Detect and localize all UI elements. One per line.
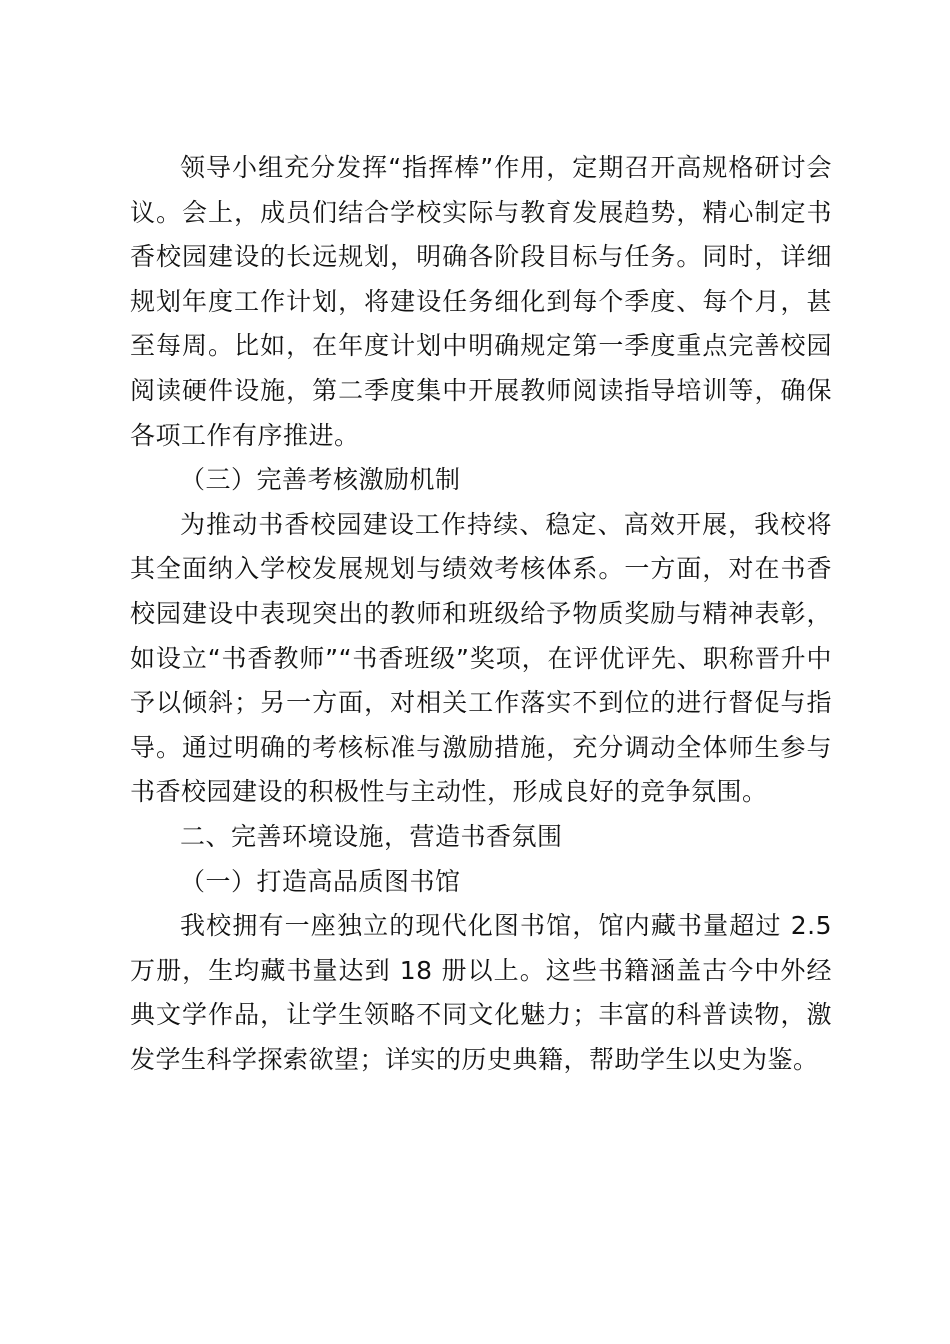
document-page — [130, 146, 832, 1082]
body-paragraph: 为推动书香校园建设工作持续、稳定、高效开展，我校将其全面纳入学校发展规划与绩效考核体系。一方面，对在书香校园建设中表现突出的教师和班级给予物质奖励与精神表彰，如设立“书香教师”“书香班级”奖项，在评优评先、职称晋升中予以倾斜；另一方面，对相关工作落实不到位的进行督促与指导。通过明确的考核标准与激励措施，充分调动全体师生参与书香校园建设的积极性与主动性，形成良好的竞争氛围。 — [130, 509, 832, 807]
body-paragraph: 领导小组充分发挥“指挥棒”作用，定期召开高规格研讨会议。会上，成员们结合学校实际与教育发展趋势，精心制定书香校园建设的长远规划，明确各阶段目标与任务。同时，详细规划年度工作计划，将建设任务细化到每个季度、每个月，甚至每周。比如，在年度计划中明确规定第一季度重点完善校园阅读硬件设施，第二季度集中开展教师阅读指导培训等，确保各项工作有序推进。 — [130, 153, 832, 450]
chapter-heading: 二、完善环境设施，营造书香氛围 — [180, 821, 563, 851]
section-heading: （一）打造高品质图书馆 — [180, 866, 461, 896]
body-paragraph: 我校拥有一座独立的现代化图书馆，馆内藏书量超过 2.5 万册，生均藏书量达到 18 册以上。这些书籍涵盖古今中外经典文学作品，让学生领略不同文化魅力；丰富的科普读物，激发学生科学探索欲望；详实的历史典籍，帮助学生以史为鉴。 — [130, 911, 832, 1074]
section-heading: （三）完善考核激励机制 — [180, 465, 461, 495]
